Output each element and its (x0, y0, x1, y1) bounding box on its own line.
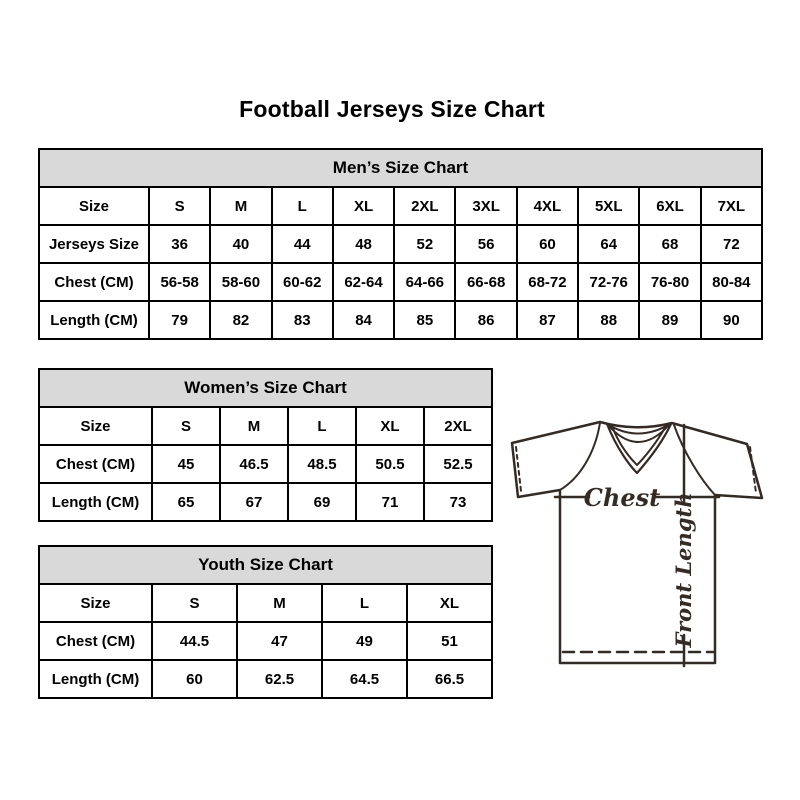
mens-cell: 60 (517, 225, 578, 263)
womens-cell: 2XL (424, 407, 492, 445)
jersey-outline-shape (512, 422, 762, 663)
youth-cell: 44.5 (152, 622, 237, 660)
mens-cell: 80-84 (701, 263, 762, 301)
mens-cell: 52 (394, 225, 455, 263)
youth-cell: 64.5 (322, 660, 407, 698)
mens-row-label: Length (CM) (39, 301, 149, 339)
womens-cell: 71 (356, 483, 424, 521)
mens-cell: 85 (394, 301, 455, 339)
womens-cell: 46.5 (220, 445, 288, 483)
mens-cell: 72-76 (578, 263, 639, 301)
mens-cell: 58-60 (210, 263, 271, 301)
mens-cell: 76-80 (639, 263, 700, 301)
mens-cell: 40 (210, 225, 271, 263)
mens-cell: 56 (455, 225, 516, 263)
front-length-label: Front Length (671, 492, 696, 648)
mens-cell: 86 (455, 301, 516, 339)
womens-row-label: Size (39, 407, 152, 445)
mens-cell: 60-62 (272, 263, 333, 301)
mens-cell: 79 (149, 301, 210, 339)
jersey-measurement-diagram (500, 407, 768, 669)
youth-size-table (38, 545, 493, 699)
left-sleeve-seam (560, 423, 600, 490)
womens-row-label: Length (CM) (39, 483, 152, 521)
womens-cell: XL (356, 407, 424, 445)
mens-chart-title: Men’s Size Chart (39, 149, 762, 187)
womens-cell: 52.5 (424, 445, 492, 483)
youth-cell: 60 (152, 660, 237, 698)
mens-cell: 84 (333, 301, 394, 339)
mens-cell: 82 (210, 301, 271, 339)
mens-size-table (38, 148, 763, 340)
mens-cell: 89 (639, 301, 700, 339)
youth-cell: XL (407, 584, 492, 622)
mens-cell: 68-72 (517, 263, 578, 301)
mens-cell: M (210, 187, 271, 225)
chest-label: Chest (583, 483, 661, 512)
right-sleeve-seam (674, 425, 715, 495)
youth-cell: 66.5 (407, 660, 492, 698)
youth-cell: L (322, 584, 407, 622)
mens-cell: 64 (578, 225, 639, 263)
youth-row-label: Chest (CM) (39, 622, 152, 660)
womens-cell: M (220, 407, 288, 445)
mens-cell: 72 (701, 225, 762, 263)
mens-cell: 87 (517, 301, 578, 339)
mens-cell: L (272, 187, 333, 225)
mens-cell: 48 (333, 225, 394, 263)
womens-row-2 (39, 483, 492, 521)
mens-cell: 88 (578, 301, 639, 339)
mens-cell: 83 (272, 301, 333, 339)
mens-cell: 62-64 (333, 263, 394, 301)
womens-cell: L (288, 407, 356, 445)
mens-cell: 5XL (578, 187, 639, 225)
mens-cell: 3XL (455, 187, 516, 225)
mens-row-label: Size (39, 187, 149, 225)
womens-cell: S (152, 407, 220, 445)
womens-row-label: Chest (CM) (39, 445, 152, 483)
mens-cell: S (149, 187, 210, 225)
womens-cell: 69 (288, 483, 356, 521)
youth-row-0 (39, 584, 492, 622)
mens-row-1 (39, 225, 762, 263)
womens-row-0 (39, 407, 492, 445)
mens-cell: 64-66 (394, 263, 455, 301)
womens-size-table (38, 368, 493, 522)
youth-cell: M (237, 584, 322, 622)
womens-cell: 50.5 (356, 445, 424, 483)
mens-cell: 7XL (701, 187, 762, 225)
mens-row-3 (39, 301, 762, 339)
youth-cell: 49 (322, 622, 407, 660)
youth-cell: 62.5 (237, 660, 322, 698)
mens-cell: 66-68 (455, 263, 516, 301)
womens-chart-title: Women’s Size Chart (39, 369, 492, 407)
youth-row-label: Size (39, 584, 152, 622)
mens-row-0 (39, 187, 762, 225)
mens-cell: XL (333, 187, 394, 225)
youth-row-1 (39, 622, 492, 660)
mens-cell: 56-58 (149, 263, 210, 301)
youth-cell: 51 (407, 622, 492, 660)
mens-cell: 44 (272, 225, 333, 263)
mens-cell: 36 (149, 225, 210, 263)
womens-cell: 67 (220, 483, 288, 521)
mens-cell: 68 (639, 225, 700, 263)
youth-row-label: Length (CM) (39, 660, 152, 698)
youth-chart-title: Youth Size Chart (39, 546, 492, 584)
womens-cell: 45 (152, 445, 220, 483)
mens-row-2 (39, 263, 762, 301)
mens-cell: 90 (701, 301, 762, 339)
womens-cell: 48.5 (288, 445, 356, 483)
page-title: Football Jerseys Size Chart (239, 96, 545, 122)
womens-cell: 65 (152, 483, 220, 521)
mens-row-label: Jerseys Size (39, 225, 149, 263)
youth-cell: S (152, 584, 237, 622)
mens-cell: 4XL (517, 187, 578, 225)
mens-cell: 2XL (394, 187, 455, 225)
womens-cell: 73 (424, 483, 492, 521)
mens-row-label: Chest (CM) (39, 263, 149, 301)
youth-row-2 (39, 660, 492, 698)
womens-row-1 (39, 445, 492, 483)
youth-cell: 47 (237, 622, 322, 660)
mens-cell: 6XL (639, 187, 700, 225)
